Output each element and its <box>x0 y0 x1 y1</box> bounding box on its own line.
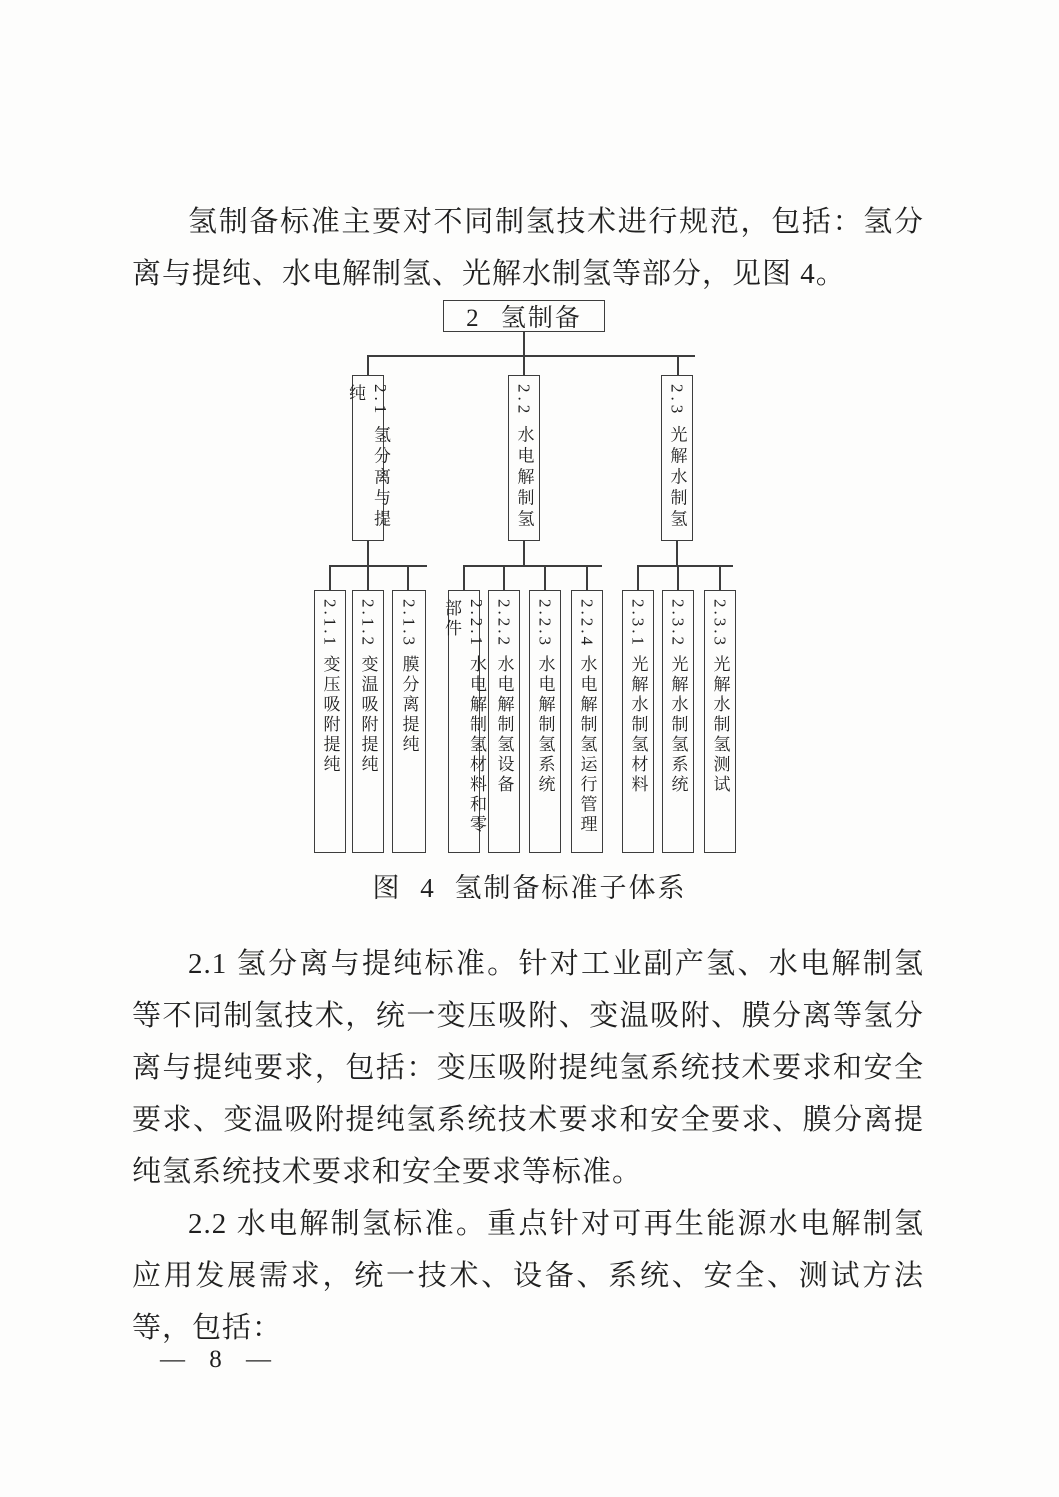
chart-branch-box-2-2 <box>508 375 540 541</box>
connector-leaf-drop <box>463 565 465 590</box>
connector-root-drop <box>523 332 525 355</box>
chart-leaf-box-2-3-2 <box>662 590 694 853</box>
chart-leaf-box-2-2-1 <box>442 590 486 853</box>
connector-leaf-drop <box>544 565 546 590</box>
intro-paragraph: 氢制备标准主要对不同制氢技术进行规范，包括：氢分离与提纯、水电解制氢、光解水制氢等部分，见图 4。 <box>132 206 924 290</box>
chart-leaf-label: 2.2.1 水电解制氢材料和零部件 <box>442 599 486 836</box>
connector-branch-drop <box>677 355 679 375</box>
chart-leaf-label: 2.3.3 光解水制氢测试 <box>710 599 730 796</box>
connector-top-horizontal <box>367 355 695 357</box>
connector-leaf-drop <box>677 565 679 590</box>
connector-leaf-drop <box>407 565 409 590</box>
chart-root-box: 2 氢制备 <box>443 300 605 332</box>
chart-leaf-box-2-1-3 <box>392 590 426 853</box>
chart-branch-label: 2.3 光解水制氢 <box>667 384 687 531</box>
chart-leaf-box-2-1-2 <box>352 590 384 853</box>
paragraph-2-2: 2.2 水电解制氢标准。重点针对可再生能源水电解制氢应用发展需求，统一技术、设备、系统、安全、测试方法等，包括： <box>132 1208 924 1344</box>
chart-leaf-label: 2.1.2 变温吸附提纯 <box>358 599 378 776</box>
connector-group1-horizontal <box>329 565 427 567</box>
connector-branch-bottom-drop <box>676 541 678 565</box>
chart-branch-label: 2.2 水电解制氢 <box>514 384 534 531</box>
connector-branch-bottom-drop <box>367 541 369 565</box>
figure-caption: 图 4 氢制备标准子体系 <box>372 873 687 903</box>
chart-leaf-label: 2.1.3 膜分离提纯 <box>399 599 419 756</box>
connector-branch-bottom-drop <box>523 541 525 565</box>
chart-branch-label: 2.1 氢分离与提纯 <box>346 384 390 531</box>
chart-leaf-box-2-2-4 <box>571 590 603 853</box>
connector-group2-horizontal <box>463 565 602 567</box>
connector-branch-drop <box>367 355 369 375</box>
chart-leaf-label: 2.1.1 变压吸附提纯 <box>320 599 340 776</box>
connector-branch-drop <box>523 355 525 375</box>
chart-leaf-box-2-2-2 <box>488 590 520 853</box>
connector-leaf-drop <box>367 565 369 590</box>
chart-leaf-label: 2.2.4 水电解制氢运行管理 <box>577 599 597 836</box>
chart-leaf-box-2-1-1 <box>314 590 346 853</box>
connector-leaf-drop <box>586 565 588 590</box>
paragraph-2-1: 2.1 氢分离与提纯标准。针对工业副产氢、水电解制氢等不同制氢技术，统一变压吸附、变温吸附、膜分离等氢分离与提纯要求，包括：变压吸附提纯氢系统技术要求和安全要求、变温吸附提纯氢系统技术要求和安全要求、膜分离提纯氢系统技术要求和安全要求等标准。 <box>132 948 924 1188</box>
connector-leaf-drop <box>329 565 331 590</box>
chart-branch-box-2-1 <box>346 375 390 541</box>
chart-leaf-box-2-3-3 <box>704 590 736 853</box>
chart-branch-box-2-3 <box>661 375 693 541</box>
connector-leaf-drop <box>503 565 505 590</box>
page-number: — 8 — <box>160 1346 273 1373</box>
chart-leaf-label: 2.3.2 光解水制氢系统 <box>668 599 688 796</box>
chart-leaf-box-2-3-1 <box>622 590 654 853</box>
chart-leaf-label: 2.2.3 水电解制氢系统 <box>535 599 555 796</box>
chart-leaf-label: 2.2.2 水电解制氢设备 <box>494 599 514 796</box>
chart-leaf-box-2-2-3 <box>529 590 561 853</box>
chart-leaf-label: 2.3.1 光解水制氢材料 <box>628 599 648 796</box>
connector-leaf-drop <box>637 565 639 590</box>
connector-leaf-drop <box>719 565 721 590</box>
